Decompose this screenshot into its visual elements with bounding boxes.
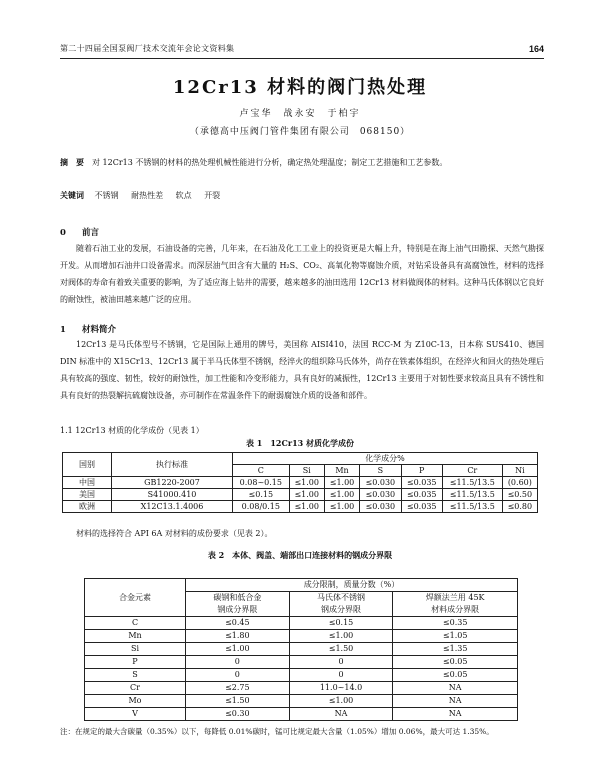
section-number: 0 bbox=[60, 228, 66, 238]
table-cell: Mo bbox=[85, 695, 186, 708]
table-cell: ≤11.5/13.5 bbox=[442, 501, 502, 513]
table-cell: ≤0.80 bbox=[502, 501, 537, 513]
table-header: 执行标准 bbox=[112, 453, 233, 477]
table-row bbox=[63, 489, 538, 501]
section-1-paragraph: 12Cr13 是马氏体型号不锈钢，它是国际上通用的牌号，美国称 AISI410，法国 RCC-M 为 Z10C-13，日本称 SUS410、德国 DIN 标准中的 X15Cr13、12Cr13 属于半马氏体型不锈钢，经淬火的组织除马氏体外，尚存在铁素体组织，在经淬火和回火的热处理后具有较高的强度、韧性，较好的耐蚀性，加工性能和冷变形能力，具有良好的减振性，12Cr13 主要用于对韧性要求较高且具有不锈性和具有良好的热裂解抗硫腐蚀设备，亦可制作在常温条件下的耐弱腐蚀介质的设备和部件。 bbox=[60, 340, 544, 400]
header-conference-title: 第二十四届全国泵阀厂技术交流年会论文资料集 bbox=[60, 44, 235, 53]
table-row bbox=[85, 643, 518, 656]
table-header: 国别 bbox=[63, 453, 112, 477]
table-cell: 0.08~0.15 bbox=[233, 477, 290, 489]
table-1-followup-text: 材料的选择符合 API 6A 对材料的成份要求（见表 2）。 bbox=[76, 529, 273, 538]
section-0-paragraph: 随着石油工业的发展，石油设备的完善，几年来，在石油及化工工业上的投资更是大幅上升，特别是在海上油气田勘探、天然气勘探开发。从而增加石油井口设备需求。而深层油气田含有大量的 H₂S、CO₂、高氧化物等腐蚀介质，对钻采设备具有高腐蚀性，材料的选择对阀体的寿命有着致关重要的影响，为了适应海上钻井的需要，越来越多的油田选用 12Cr13 材料做阀体的材料。这种马氏体钢以它良好的耐蚀性，被油田越来越广泛的应用。 bbox=[60, 244, 544, 304]
table-cell: ≤1.50 bbox=[186, 695, 290, 708]
table-cell: ≤11.5/13.5 bbox=[442, 477, 502, 489]
table-cell: ≤1.00 bbox=[289, 489, 324, 501]
paper-title: 12Cr13 材料的阀门热处理 bbox=[172, 77, 428, 98]
table-cell: 11.0~14.0 bbox=[289, 682, 393, 695]
table-cell: (0.60) bbox=[502, 477, 537, 489]
table-cell: ≤0.030 bbox=[360, 501, 401, 513]
table-row bbox=[63, 477, 538, 489]
table-cell: Cr bbox=[85, 682, 186, 695]
table-1 bbox=[62, 452, 538, 513]
table-cell: ≤0.05 bbox=[393, 669, 518, 682]
table-cell: 中国 bbox=[63, 477, 112, 489]
table-cell: ≤0.030 bbox=[360, 489, 401, 501]
section-heading-0 bbox=[60, 226, 99, 238]
table-cell: ≤0.50 bbox=[502, 489, 537, 501]
keyword: 软点 bbox=[175, 191, 192, 200]
table-cell: ≤1.00 bbox=[186, 643, 290, 656]
table-group-header: 化学成分% bbox=[233, 453, 538, 465]
table-header: 合金元素 bbox=[85, 579, 186, 617]
table-cell: ≤0.15 bbox=[289, 617, 393, 630]
table-cell: ≤0.035 bbox=[401, 477, 442, 489]
table-row bbox=[85, 656, 518, 669]
section-number: 1 bbox=[60, 325, 66, 335]
table-cell: ≤1.00 bbox=[324, 489, 359, 501]
table-header: P bbox=[401, 465, 442, 477]
table-header: S bbox=[360, 465, 401, 477]
table-cell: Mn bbox=[85, 630, 186, 643]
table-row bbox=[85, 630, 518, 643]
table-row bbox=[85, 708, 518, 721]
table-row bbox=[85, 617, 518, 630]
table-cell: 欧洲 bbox=[63, 501, 112, 513]
keyword: 不锈钢 bbox=[94, 191, 119, 200]
table-cell: ≤1.00 bbox=[289, 477, 324, 489]
table-cell: ≤0.15 bbox=[233, 489, 290, 501]
table-2 bbox=[84, 578, 518, 721]
table-cell: ≤0.35 bbox=[393, 617, 518, 630]
section-heading-1 bbox=[60, 323, 116, 335]
abstract-label: 摘 要 bbox=[60, 157, 84, 167]
table-header: C bbox=[233, 465, 290, 477]
table-header: Cr bbox=[442, 465, 502, 477]
table-cell: Si bbox=[85, 643, 186, 656]
table-cell: NA bbox=[393, 682, 518, 695]
table-header: 碳钢和低合金 bbox=[186, 592, 290, 605]
table-cell: ≤1.00 bbox=[324, 501, 359, 513]
table-cell: X12C13.1.4006 bbox=[112, 501, 233, 513]
keyword: 开裂 bbox=[204, 191, 221, 200]
table-cell: ≤0.05 bbox=[393, 656, 518, 669]
table-header: 钢成分界限 bbox=[289, 604, 393, 617]
table-row bbox=[63, 501, 538, 513]
affiliation: （承德高中压阀门管件集团有限公司 068150） bbox=[189, 127, 411, 137]
keyword: 耐热性差 bbox=[131, 191, 164, 200]
table-group-header: 成分限制，质量分数（%） bbox=[186, 579, 518, 592]
table-cell: NA bbox=[393, 695, 518, 708]
table-cell: 0 bbox=[289, 669, 393, 682]
section-title: 前言 bbox=[82, 228, 100, 238]
table-cell: ≤1.05 bbox=[393, 630, 518, 643]
table-cell: ≤0.45 bbox=[186, 617, 290, 630]
table-cell: ≤1.00 bbox=[289, 630, 393, 643]
table-cell: ≤1.35 bbox=[393, 643, 518, 656]
table-cell: P bbox=[85, 656, 186, 669]
table-cell: ≤11.5/13.5 bbox=[442, 489, 502, 501]
table-cell: 0 bbox=[186, 669, 290, 682]
table-cell: NA bbox=[289, 708, 393, 721]
table-header: 钢成分界限 bbox=[186, 604, 290, 617]
table-row bbox=[85, 695, 518, 708]
table-row bbox=[85, 682, 518, 695]
table-1-caption: 表 1 12Cr13 材质化学成份 bbox=[246, 438, 354, 448]
table-row bbox=[85, 669, 518, 682]
table-cell: ≤0.035 bbox=[401, 489, 442, 501]
table-2-footnote: 注：在规定的最大含碳量（0.35%）以下，每降低 0.01%碳时，锰可比规定最大含量（1.05%）增加 0.06%，最大可达 1.35%。 bbox=[60, 727, 494, 736]
table-2-caption: 表 2 本体、阀盖、端部出口连接材料的钢成分界限 bbox=[207, 550, 393, 560]
table-header: Si bbox=[289, 465, 324, 477]
table-cell: ≤2.75 bbox=[186, 682, 290, 695]
table-cell: ≤1.00 bbox=[289, 501, 324, 513]
table-cell: S bbox=[85, 669, 186, 682]
table-cell: ≤1.50 bbox=[289, 643, 393, 656]
table-cell: ≤1.00 bbox=[324, 477, 359, 489]
page-number: 164 bbox=[528, 44, 544, 54]
table-cell: 0 bbox=[289, 656, 393, 669]
table-cell: 0.08/0.15 bbox=[233, 501, 290, 513]
abstract bbox=[60, 154, 538, 171]
section-title: 材料简介 bbox=[82, 325, 117, 335]
table-cell: ≤1.00 bbox=[289, 695, 393, 708]
table-cell: ≤0.035 bbox=[401, 501, 442, 513]
table-cell: 0 bbox=[186, 656, 290, 669]
table-cell: ≤1.80 bbox=[186, 630, 290, 643]
authors: 卢宝华 战永安 于柏宇 bbox=[239, 109, 361, 119]
table-header: Mn bbox=[324, 465, 359, 477]
running-header bbox=[60, 42, 544, 59]
table-cell: V bbox=[85, 708, 186, 721]
table-header: 焊额法兰用 45K bbox=[393, 592, 518, 605]
table-header: Ni bbox=[502, 465, 537, 477]
table-cell: ≤0.030 bbox=[360, 477, 401, 489]
table-header: 马氏体不锈钢 bbox=[289, 592, 393, 605]
keywords bbox=[60, 190, 538, 201]
table-cell: ≤0.30 bbox=[186, 708, 290, 721]
keywords-label: 关键词 bbox=[60, 190, 84, 200]
table-cell: C bbox=[85, 617, 186, 630]
table-cell: S41000.410 bbox=[112, 489, 233, 501]
table-cell: GB1220-2007 bbox=[112, 477, 233, 489]
table-cell: NA bbox=[393, 708, 518, 721]
abstract-text: 对 12Cr13 不锈钢的材料的热处理机械性能进行分析，确定热处理温度；制定工艺措施和工艺参数。 bbox=[92, 158, 448, 167]
subsection-heading: 1.1 12Cr13 材质的化学成份（见表 1） bbox=[60, 426, 204, 435]
table-cell: 美国 bbox=[63, 489, 112, 501]
table-header: 材料成分界限 bbox=[393, 604, 518, 617]
